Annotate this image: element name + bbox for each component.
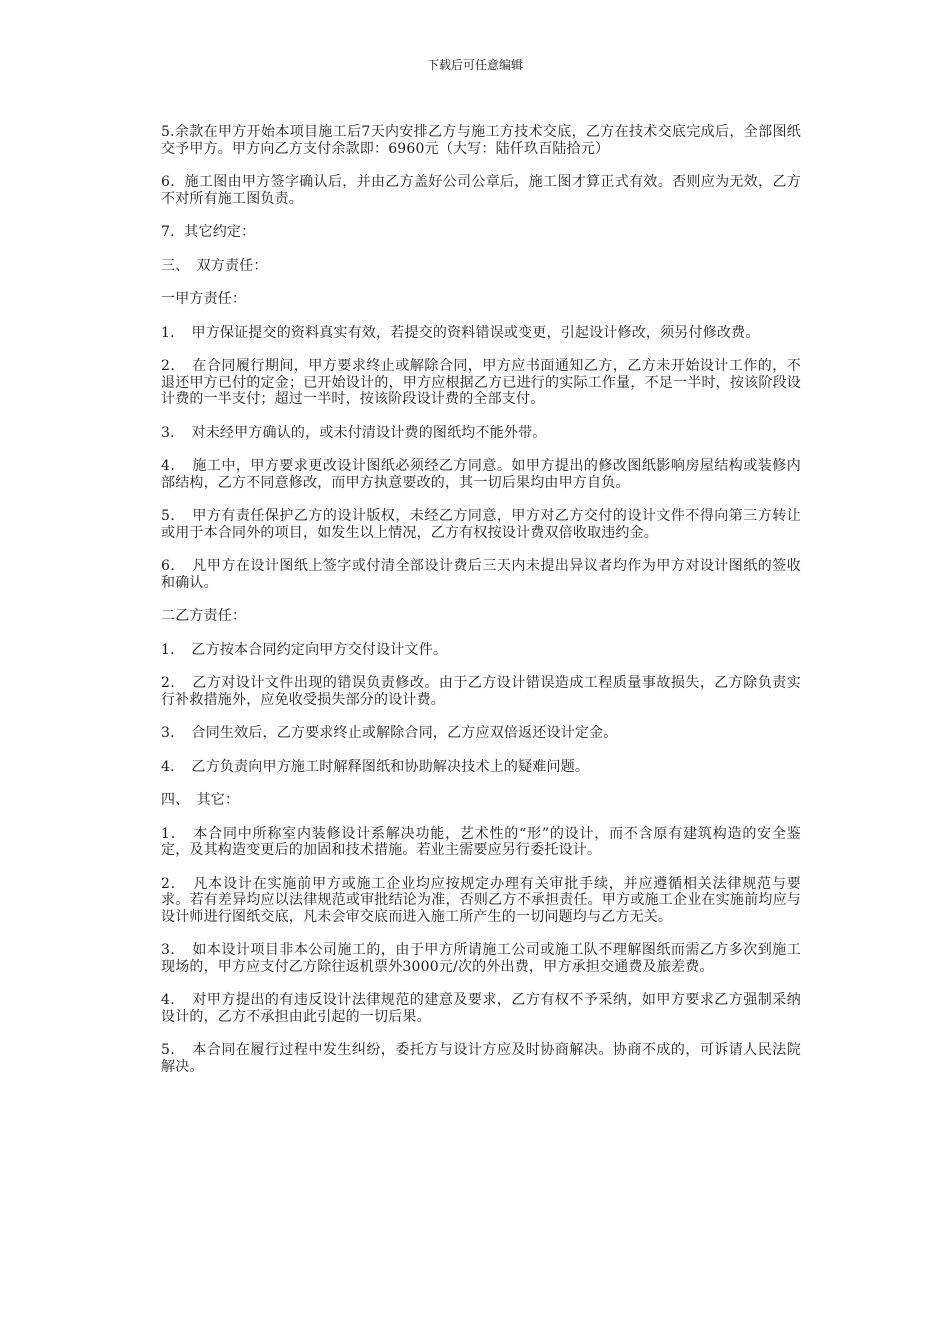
party-a-item-6: 6． 凡甲方在设计图纸上签字或付清全部设计费后三天内未提出异议者均作为甲方对设计图纸的签收和确认。 [161,558,801,591]
party-b-item-4: 4． 乙方负责向甲方施工时解释图纸和协助解决技术上的疑难问题。 [161,758,590,775]
party-a-item-2: 2． 在合同履行期间，甲方要求终止或解除合同，甲方应书面通知乙方，乙方未开始设计工作的，不退还甲方已付的定金；已开始设计的，甲方应根据乙方已进行的实际工作量，不足一半时，按该阶段设计费的一半支付；超过一半时，按该阶段设计费的全部支付。 [161,358,801,407]
clause-construction-drawings: 6．施工图由甲方签字确认后，并由乙方盖好公司公章后，施工图才算正式有效。否则应为无效，乙方不对所有施工图负责。 [161,174,801,207]
other-item-5: 5． 本合同在履行过程中发生纠纷，委托方与设计方应及时协商解决。协商不成的，可诉请人民法院解决。 [161,1042,801,1075]
subsection-heading-party-a: 一甲方责任： [161,291,247,307]
party-a-item-3: 3． 对未经甲方确认的，或未付清设计费的图纸均不能外带。 [161,424,547,441]
party-b-item-1: 1． 乙方按本合同约定向甲方交付设计文件。 [161,641,448,658]
party-b-item-3: 3． 合同生效后，乙方要求终止或解除合同，乙方应双倍返还设计定金。 [161,725,618,741]
party-b-item-2: 2． 乙方对设计文件出现的错误负责修改。由于乙方设计错误造成工程质量事故损失，乙方除负责实行补救措施外，应免收受损失部分的设计费。 [161,675,801,708]
subsection-heading-party-b: 二乙方责任： [161,608,247,624]
clause-other-agreements: 7．其它约定： [161,224,256,240]
other-item-4: 4． 对甲方提出的有违反设计法律规范的建意及要求，乙方有权不予采纳，如甲方要求乙方强制采纳设计的，乙方不承担由此引起的一切后果。 [161,992,801,1025]
section-heading-responsibilities: 三、 双方责任： [161,257,268,274]
page-header: 下载后可任意编辑 [426,58,523,72]
section-heading-other: 四、 其它： [161,792,240,808]
other-item-2: 2． 凡本设计在实施前甲方或施工企业均应按规定办理有关审批手续，并应遵循相关法律规范与要求。若有差异均应以法律规范或审批结论为准，否则乙方不承担责任。甲方或施工企业在实施前均应与设计师进行图纸交底，凡未会审交底而进入施工所产生的一切问题均与乙方无关。 [161,875,801,925]
party-a-item-4: 4． 施工中，甲方要求更改设计图纸必须经乙方同意。如甲方提出的修改图纸影响房屋结构或装修内部结构，乙方不同意修改，而甲方执意要改的，其一切后果均由甲方自负。 [161,458,801,491]
party-a-item-1: 1． 甲方保证提交的资料真实有效，若提交的资料错误或变更，引起设计修改，须另付修改费。 [161,324,760,341]
clause-balance-payment: 5.余款在甲方开始本项目施工后7天内安排乙方与施工方技术交底，乙方在技术交底完成后，全部图纸交予甲方。甲方向乙方支付余款即：6960元（大写：陆仟玖百陆拾元） [161,124,801,157]
other-item-1: 1． 本合同中所称室内装修设计系解决功能，艺术性的“形”的设计，而不含原有建筑构造的安全鉴定，及其构造变更后的加固和技术措施。若业主需要应另行委托设计。 [161,825,801,858]
other-item-3: 3． 如本设计项目非本公司施工的，由于甲方所请施工公司或施工队不理解图纸而需乙方多次到施工现场的，甲方应支付乙方除往返机票外3000元/次的外出费，甲方承担交通费及旅差费。 [161,942,801,975]
document-body [161,124,801,1092]
party-a-item-5: 5． 甲方有责任保护乙方的设计版权，未经乙方同意，甲方对乙方交付的设计文件不得向第三方转让或用于本合同外的项目，如发生以上情况，乙方有权按设计费双倍收取违约金。 [161,508,801,541]
